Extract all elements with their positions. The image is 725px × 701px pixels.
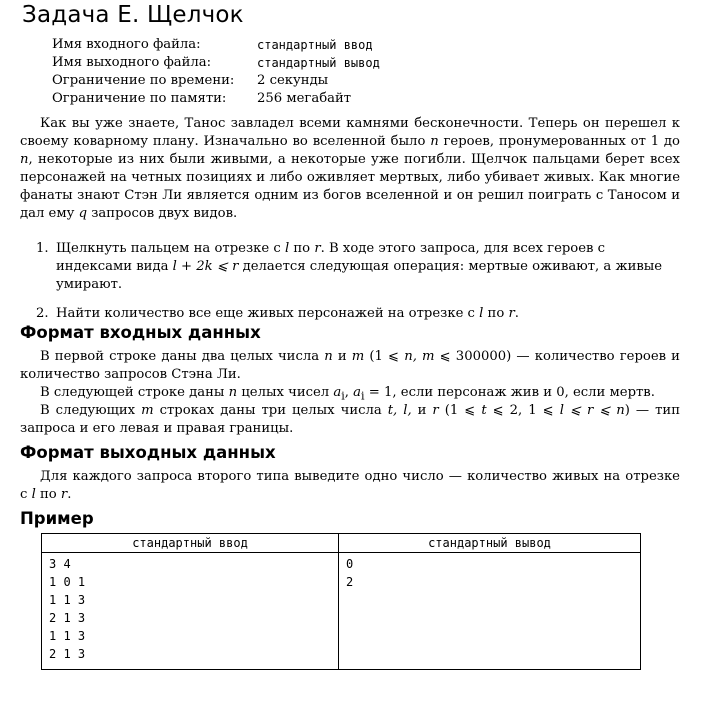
example-output-cell	[339, 553, 641, 670]
example-heading: Пример	[20, 509, 94, 528]
limit-row-input-file: Имя входного файла: стандартный ввод	[52, 37, 373, 52]
example-output-header: стандартный вывод	[339, 534, 641, 553]
output-line: 0	[346, 557, 354, 571]
input-line: 2 1 3	[49, 611, 86, 625]
input-format-heading: Формат входных данных	[20, 323, 261, 342]
input-line: 2 1 3	[49, 647, 86, 661]
query-types-list	[36, 240, 680, 323]
list-item: 1. Щелкнуть пальцем на отрезке с l по r. В ходе этого запроса, для всех героев с индексами вида l + 2k ⩽ r делается следующая операция: мертвые оживают, а живые умирают.	[36, 241, 663, 292]
example-input-cell	[42, 553, 339, 670]
example-table	[41, 533, 641, 670]
limit-row-memory: Ограничение по памяти: 256 мегабайт	[52, 91, 352, 106]
problem-title: Задача E. Щелчок	[22, 2, 244, 28]
input-format-paragraph-3: В следующих m строках даны три целых числа t, l, и r (1 ⩽ t ⩽ 2, 1 ⩽ l ⩽ r ⩽ n) — тип запроса и его левая и правая границы.	[20, 403, 680, 436]
output-format-paragraph: Для каждого запроса второго типа выведите одно число — количество живых на отрезке с l по r.	[20, 469, 680, 502]
input-line: 1 1 3	[49, 629, 86, 643]
statement-paragraph: Как вы уже знаете, Танос завладел всеми камнями бесконечности. Теперь он перешел к своему коварному плану. Изначально во вселенной было n героев, пронумерованных от 1 до n, некоторые из них были живыми, а некоторые уже погибли. Щелчок пальцами берет всех персонажей на четных позициях и либо оживляет мертвых, либо убивает живых. Как многие фанаты знают Стэн Ли является одним из богов вселенной и он решил поиграть с Таносом и дал ему q запросов двух видов.	[20, 116, 680, 221]
list-item: 2. Найти количество все еще живых персонажей на отрезке с l по r.	[36, 306, 519, 321]
example-input-header: стандартный ввод	[42, 534, 339, 553]
limit-row-output-file: Имя выходного файла: стандартный вывод	[52, 55, 380, 70]
output-line: 2	[346, 575, 354, 589]
problem-limits	[52, 36, 380, 108]
input-format-paragraph-2: В следующей строке даны n целых чисел $a_i$, $a_i = 1$, если персонаж жив и 0, если мертв.	[40, 385, 655, 403]
output-format-heading: Формат выходных данных	[20, 443, 276, 462]
input-line: 1 1 3	[49, 593, 86, 607]
input-line: 1 0 1	[49, 575, 86, 589]
limit-row-time: Ограничение по времени: 2 секунды	[52, 73, 329, 88]
input-format-paragraph-1: В первой строке даны два целых числа n и m (1 ⩽ n, m ⩽ 300000) — количество героев и количество запросов Стэна Ли.	[20, 349, 680, 382]
input-line: 3 4	[49, 557, 71, 571]
